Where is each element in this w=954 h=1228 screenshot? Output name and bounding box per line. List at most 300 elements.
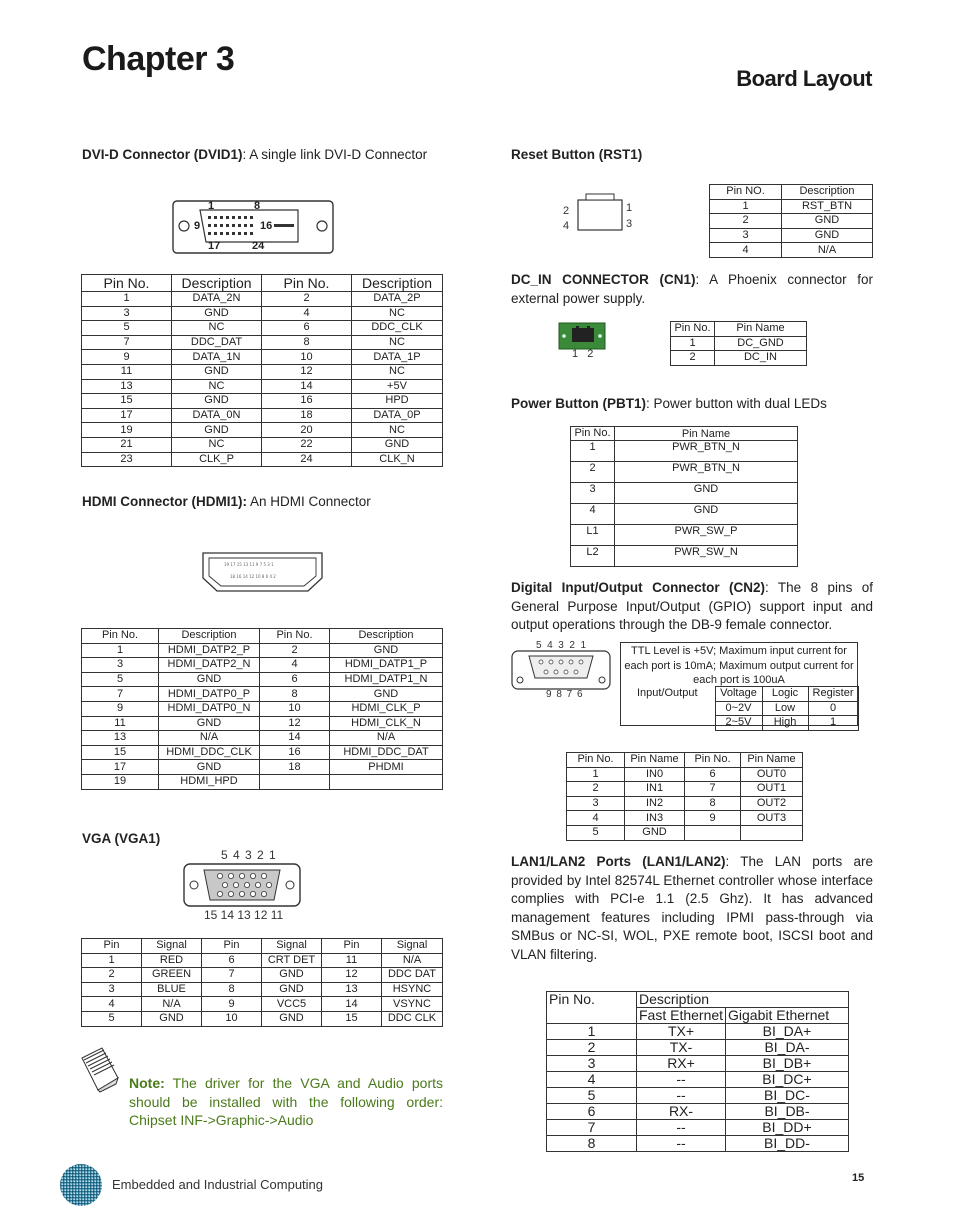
table-cell: 15 <box>82 745 159 760</box>
reset-title: Reset Button (RST1) <box>511 147 643 162</box>
vga-title: VGA (VGA1) <box>82 831 161 846</box>
table-cell: 2 <box>260 643 330 658</box>
dio-level-voltage-high: 2~5V <box>715 716 762 731</box>
table-row <box>82 701 443 716</box>
table-cell: 2 <box>567 782 625 797</box>
table-cell: GND <box>782 228 873 243</box>
table-row <box>547 1088 849 1104</box>
table-row <box>710 243 873 258</box>
table-cell: 10 <box>202 1011 262 1026</box>
dio-col-name-2: Pin Name <box>741 753 803 768</box>
lan-title: LAN1/LAN2 Ports (LAN1/LAN2) <box>511 854 726 869</box>
table-cell: 14 <box>262 379 352 394</box>
table-cell: RST_BTN <box>782 199 873 214</box>
table-cell: DATA_0P <box>352 408 443 423</box>
table-cell: 6 <box>202 953 262 968</box>
table-cell: 6 <box>262 321 352 336</box>
table-cell: 1 <box>567 767 625 782</box>
table-row <box>82 745 443 760</box>
table-row <box>567 767 803 782</box>
table-cell: +5V <box>352 379 443 394</box>
dvi-pin-label-8: 8 <box>254 200 261 212</box>
hdmi-title: HDMI Connector (HDMI1): <box>82 494 247 509</box>
table-cell: 11 <box>82 716 159 731</box>
svg-text:19 17 15 13 11 9 7 5 3 1: 19 17 15 13 11 9 7 5 3 1 <box>224 562 274 567</box>
table-cell: OUT2 <box>741 796 803 811</box>
table-cell: 19 <box>82 423 172 438</box>
table-cell: GREEN <box>142 968 202 983</box>
hdmi-connector-diagram <box>200 550 325 594</box>
table-cell: HDMI_DATP0_N <box>159 701 260 716</box>
note-block <box>129 1074 443 1130</box>
dvi-pin-label-1: 1 <box>208 200 215 212</box>
reset-col-desc: Description <box>782 185 873 200</box>
table-cell: 4 <box>82 997 142 1012</box>
table-cell: 22 <box>262 437 352 452</box>
vga-col-pin-2: Pin <box>202 939 262 954</box>
power-col-name: Pin Name <box>615 427 798 441</box>
table-cell: IN1 <box>625 782 685 797</box>
table-cell: CRT DET <box>262 953 322 968</box>
table-cell: 3 <box>567 796 625 811</box>
table-cell: GND <box>625 825 685 840</box>
table-row <box>571 504 798 525</box>
dio-level-table <box>620 686 859 731</box>
table-cell: 3 <box>82 306 172 321</box>
dio-col-name-1: Pin Name <box>625 753 685 768</box>
hdmi-col-pin-1: Pin No. <box>82 629 159 644</box>
table-cell: 14 <box>322 997 382 1012</box>
table-cell: HDMI_DATP2_N <box>159 658 260 673</box>
table-cell: 4 <box>567 811 625 826</box>
table-cell: 1 <box>547 1024 637 1040</box>
table-cell: VCC5 <box>262 997 322 1012</box>
vga-heading <box>82 830 160 848</box>
table-row <box>82 1011 443 1026</box>
vga-connector-icon <box>182 862 302 908</box>
table-row <box>571 483 798 504</box>
table-cell: GND <box>262 1011 322 1026</box>
chapter-title: Chapter 3 <box>82 40 235 78</box>
table-cell: 8 <box>262 335 352 350</box>
vga-table-body <box>82 953 443 1026</box>
dvi-connector-diagram <box>170 198 336 256</box>
table-cell: 15 <box>82 394 172 409</box>
dio-ttl-note: TTL Level is +5V; Maximum input current for each port is 10mA; Maximum output current for each port is 100uA <box>624 645 854 686</box>
dio-level-col-register: Register <box>808 687 858 702</box>
table-cell: 23 <box>82 452 172 467</box>
table-cell: GND <box>615 483 798 504</box>
table-cell: 3 <box>82 658 159 673</box>
table-cell: DDC_DAT <box>172 335 262 350</box>
table-row <box>82 423 443 438</box>
table-cell: 7 <box>547 1120 637 1136</box>
table-cell: BI_DA- <box>726 1040 849 1056</box>
table-cell: 2 <box>547 1040 637 1056</box>
table-cell: 5 <box>82 1011 142 1026</box>
table-cell: 5 <box>567 825 625 840</box>
table-row <box>82 321 443 336</box>
table-cell: N/A <box>382 953 443 968</box>
table-cell: 4 <box>571 504 615 525</box>
reset-pin-label-3: 3 <box>626 218 633 230</box>
power-pin-table <box>570 426 798 567</box>
table-cell: 1 <box>710 199 782 214</box>
table-cell: NC <box>352 423 443 438</box>
db9-connector-icon <box>511 650 611 690</box>
table-cell: 15 <box>322 1011 382 1026</box>
vga-top-pin-labels: 5 4 3 2 1 <box>221 848 277 862</box>
table-cell: 13 <box>322 982 382 997</box>
dio-level-box <box>620 642 858 729</box>
vga-connector-diagram <box>182 862 302 908</box>
table-row <box>82 774 443 789</box>
dio-heading <box>511 579 873 635</box>
table-row <box>82 997 443 1012</box>
dio-level-col-voltage: Voltage <box>715 687 762 702</box>
table-cell: 4 <box>260 658 330 673</box>
table-cell: 4 <box>262 306 352 321</box>
table-cell: 1 <box>671 336 715 351</box>
table-cell: 3 <box>547 1056 637 1072</box>
dio-desc: : The 8 pins of General Purpose Input/Output (GPIO) support input and output operations through the DB-9 female connector. <box>511 580 874 632</box>
table-cell: N/A <box>159 731 260 746</box>
dvi-pin-label-16: 16 <box>260 220 273 232</box>
table-cell: 24 <box>262 452 352 467</box>
table-cell: 7 <box>82 687 159 702</box>
table-cell: 2 <box>710 214 782 229</box>
section-title: Board Layout <box>736 66 872 91</box>
table-cell: GND <box>142 1011 202 1026</box>
table-cell: GND <box>330 687 443 702</box>
dio-col-pin-2: Pin No. <box>685 753 741 768</box>
table-cell: 14 <box>260 731 330 746</box>
dio-level-voltage-low: 0~2V <box>715 701 762 716</box>
table-cell: L2 <box>571 546 615 567</box>
dio-col-pin-1: Pin No. <box>567 753 625 768</box>
dio-level-register-low: 0 <box>808 701 858 716</box>
table-cell: HDMI_DDC_CLK <box>159 745 260 760</box>
table-cell: TX- <box>637 1040 726 1056</box>
reset-button-diagram <box>560 190 640 236</box>
table-cell: IN2 <box>625 796 685 811</box>
table-row <box>82 953 443 968</box>
table-cell: PWR_SW_N <box>615 546 798 567</box>
table-cell: HDMI_DATP0_P <box>159 687 260 702</box>
reset-pin-table <box>709 184 873 258</box>
table-cell <box>330 774 443 789</box>
lan-col-desc: Description <box>637 992 849 1008</box>
table-row <box>571 525 798 546</box>
table-cell: 8 <box>547 1136 637 1152</box>
dio-level-col-io: Input/Output <box>620 687 715 702</box>
dcin-heading <box>511 271 873 308</box>
hdmi-desc: An HDMI Connector <box>247 494 371 509</box>
table-cell: 13 <box>82 731 159 746</box>
lan-pin-table <box>546 991 849 1152</box>
table-row <box>571 441 798 462</box>
table-cell: BI_DA+ <box>726 1024 849 1040</box>
table-cell: 10 <box>260 701 330 716</box>
table-cell: VSYNC <box>382 997 443 1012</box>
table-cell: TX+ <box>637 1024 726 1040</box>
table-cell: 17 <box>82 408 172 423</box>
table-cell: 2 <box>671 351 715 366</box>
power-table-body <box>571 441 798 567</box>
table-row <box>82 687 443 702</box>
table-row <box>710 199 873 214</box>
table-row <box>547 1024 849 1040</box>
vga-col-signal-3: Signal <box>382 939 443 954</box>
note-pad-icon <box>78 1044 120 1094</box>
table-cell: 8 <box>685 796 741 811</box>
table-cell: GND <box>159 672 260 687</box>
table-cell: 13 <box>82 379 172 394</box>
table-row <box>82 394 443 409</box>
table-cell: 3 <box>710 228 782 243</box>
dcin-col-pin: Pin No. <box>671 322 715 337</box>
hdmi-col-pin-2: Pin No. <box>260 629 330 644</box>
table-cell: BI_DC- <box>726 1088 849 1104</box>
power-heading <box>511 395 827 413</box>
power-title: Power Button (PBT1) <box>511 396 646 411</box>
table-cell: NC <box>172 321 262 336</box>
hdmi-col-desc-1: Description <box>159 629 260 644</box>
dio-bottom-pin-labels: 9 8 7 6 <box>546 689 584 700</box>
dvi-pin-label-17: 17 <box>208 240 221 252</box>
dvi-col-desc-2: Description <box>352 275 443 292</box>
table-cell: -- <box>637 1136 726 1152</box>
power-col-pin: Pin No. <box>571 427 615 441</box>
table-cell: GND <box>615 504 798 525</box>
dcin-title: DC_IN CONNECTOR (CN1) <box>511 272 696 287</box>
table-cell: 12 <box>322 968 382 983</box>
table-cell: 11 <box>82 364 172 379</box>
table-cell: N/A <box>330 731 443 746</box>
table-cell: HDMI_HPD <box>159 774 260 789</box>
lan-col-gigabit: Gigabit Ethernet <box>726 1008 849 1024</box>
lan-desc: : The LAN ports are provided by Intel 82574L Ethernet controller whose interface complies with PCI-e 1.1 (2.5 Ghz). It has advanced management features including IPMI pass-through via SMBus or NC-SI, WOL, PXE remote boot, ISCSI boot and VLAN filtering. <box>511 854 874 962</box>
lan-table-body <box>547 1024 849 1152</box>
table-cell: 1 <box>82 953 142 968</box>
table-cell: -- <box>637 1072 726 1088</box>
table-cell: DATA_2P <box>352 292 443 307</box>
table-cell: HDMI_DATP1_P <box>330 658 443 673</box>
table-cell: HDMI_CLK_N <box>330 716 443 731</box>
table-cell: GND <box>330 643 443 658</box>
table-cell: BI_DD+ <box>726 1120 849 1136</box>
table-cell: IN0 <box>625 767 685 782</box>
table-cell: 9 <box>685 811 741 826</box>
dvi-pin-label-24: 24 <box>252 240 265 252</box>
dio-table-body <box>567 767 803 840</box>
dvi-title: DVI-D Connector (DVID1) <box>82 147 243 162</box>
table-cell: 5 <box>82 672 159 687</box>
dvi-col-pin-1: Pin No. <box>82 275 172 292</box>
table-cell: CLK_N <box>352 452 443 467</box>
footer-company: Embedded and Industrial Computing <box>112 1177 324 1192</box>
table-row <box>710 214 873 229</box>
table-cell: 7 <box>685 782 741 797</box>
table-cell: 21 <box>82 437 172 452</box>
table-cell: 2 <box>82 968 142 983</box>
reset-pin-label-1: 1 <box>626 202 633 214</box>
table-row <box>82 982 443 997</box>
dcin-pin-labels: 1 2 <box>572 348 594 360</box>
table-row <box>82 350 443 365</box>
table-cell: HDMI_DDC_DAT <box>330 745 443 760</box>
table-row <box>82 716 443 731</box>
vga-pin-table <box>81 938 443 1027</box>
dio-level-logic-high: High <box>762 716 808 731</box>
lan-col-pin-blank <box>547 1008 637 1024</box>
table-cell: NC <box>172 437 262 452</box>
table-cell: DDC_CLK <box>352 321 443 336</box>
table-cell: NC <box>352 306 443 321</box>
table-row <box>571 462 798 483</box>
table-cell: BI_DB+ <box>726 1056 849 1072</box>
table-cell: 3 <box>571 483 615 504</box>
table-cell: DC_GND <box>715 336 807 351</box>
page-number: 15 <box>852 1172 865 1184</box>
reset-heading <box>511 146 642 164</box>
note-label: Note: <box>129 1075 165 1091</box>
table-cell: DDC CLK <box>382 1011 443 1026</box>
table-cell: BI_DC+ <box>726 1072 849 1088</box>
dio-level-register-high: 1 <box>808 716 858 731</box>
table-cell: 9 <box>202 997 262 1012</box>
note-text: The driver for the VGA and Audio ports should be installed with the following order: Chipset INF->Graphic->Audio <box>129 1075 443 1128</box>
dio-level-blank <box>620 716 715 731</box>
company-logo-icon <box>58 1162 104 1208</box>
table-cell: PWR_SW_P <box>615 525 798 546</box>
table-cell: GND <box>352 437 443 452</box>
table-cell: 4 <box>547 1072 637 1088</box>
table-cell: 5 <box>82 321 172 336</box>
dvi-pin-label-9: 9 <box>194 220 201 232</box>
table-row <box>82 658 443 673</box>
table-row <box>571 546 798 567</box>
vga-col-signal-2: Signal <box>262 939 322 954</box>
table-cell: 12 <box>260 716 330 731</box>
reset-pin-label-2: 2 <box>563 205 570 217</box>
table-cell: 17 <box>82 760 159 775</box>
table-row <box>82 672 443 687</box>
table-cell: 7 <box>202 968 262 983</box>
table-cell: 5 <box>547 1088 637 1104</box>
table-cell: HDMI_DATP1_N <box>330 672 443 687</box>
table-cell: BLUE <box>142 982 202 997</box>
hdmi-col-desc-2: Description <box>330 629 443 644</box>
table-cell: DATA_2N <box>172 292 262 307</box>
table-cell <box>741 825 803 840</box>
table-cell: 2 <box>262 292 352 307</box>
dio-level-blank <box>620 701 715 716</box>
table-cell: 1 <box>571 441 615 462</box>
table-cell: IN3 <box>625 811 685 826</box>
table-row <box>567 811 803 826</box>
table-row <box>82 760 443 775</box>
table-cell: HDMI_CLK_P <box>330 701 443 716</box>
hdmi-pin-table <box>81 628 443 790</box>
table-cell: 3 <box>82 982 142 997</box>
table-cell: PWR_BTN_N <box>615 462 798 483</box>
table-row <box>567 796 803 811</box>
table-cell: GND <box>172 364 262 379</box>
table-row <box>567 782 803 797</box>
table-cell: DDC DAT <box>382 968 443 983</box>
table-row <box>82 968 443 983</box>
table-row <box>82 364 443 379</box>
table-cell: 9 <box>82 350 172 365</box>
table-cell: GND <box>172 306 262 321</box>
table-row <box>82 643 443 658</box>
table-cell: PWR_BTN_N <box>615 441 798 462</box>
hdmi-heading <box>82 493 452 511</box>
table-cell: N/A <box>142 997 202 1012</box>
hdmi-table-body <box>82 643 443 789</box>
table-cell: 20 <box>262 423 352 438</box>
power-desc: : Power button with dual LEDs <box>646 396 827 411</box>
table-cell: HPD <box>352 394 443 409</box>
table-cell: CLK_P <box>172 452 262 467</box>
table-cell: 12 <box>262 364 352 379</box>
table-cell: RX+ <box>637 1056 726 1072</box>
table-cell: 1 <box>82 292 172 307</box>
table-cell: DC_IN <box>715 351 807 366</box>
table-row <box>82 452 443 467</box>
table-cell: DATA_1N <box>172 350 262 365</box>
table-cell: HSYNC <box>382 982 443 997</box>
dvi-col-pin-2: Pin No. <box>262 275 352 292</box>
table-cell: PHDMI <box>330 760 443 775</box>
dcin-pin-table <box>670 321 807 366</box>
lan-heading <box>511 853 873 964</box>
table-cell: N/A <box>782 243 873 258</box>
svg-text:18 16 14 12 10 8 6 4 2: 18 16 14 12 10 8 6 4 2 <box>230 574 276 579</box>
table-cell: GND <box>262 968 322 983</box>
table-cell: 4 <box>710 243 782 258</box>
dcin-desc: : A Phoenix connector for external power supply. <box>511 272 873 306</box>
table-row <box>82 306 443 321</box>
table-cell: OUT0 <box>741 767 803 782</box>
table-cell: DATA_1P <box>352 350 443 365</box>
table-cell: 18 <box>260 760 330 775</box>
table-cell: 16 <box>262 394 352 409</box>
table-cell: 8 <box>260 687 330 702</box>
table-cell: GND <box>782 214 873 229</box>
table-cell: GND <box>172 423 262 438</box>
table-cell: RED <box>142 953 202 968</box>
dio-level-logic-low: Low <box>762 701 808 716</box>
dvi-pin-table <box>81 274 443 467</box>
table-row <box>82 437 443 452</box>
dvi-col-desc-1: Description <box>172 275 262 292</box>
reset-table-body <box>710 199 873 257</box>
dio-title: Digital Input/Output Connector (CN2) <box>511 580 765 595</box>
dvi-heading <box>82 146 452 164</box>
table-cell: GND <box>159 760 260 775</box>
table-cell: GND <box>159 716 260 731</box>
table-row <box>547 1072 849 1088</box>
table-row <box>547 1056 849 1072</box>
table-row <box>671 351 807 366</box>
table-cell: L1 <box>571 525 615 546</box>
dio-pin-table <box>566 752 803 841</box>
table-row <box>82 335 443 350</box>
table-cell: 9 <box>82 701 159 716</box>
reset-pin-label-4: 4 <box>563 220 570 232</box>
